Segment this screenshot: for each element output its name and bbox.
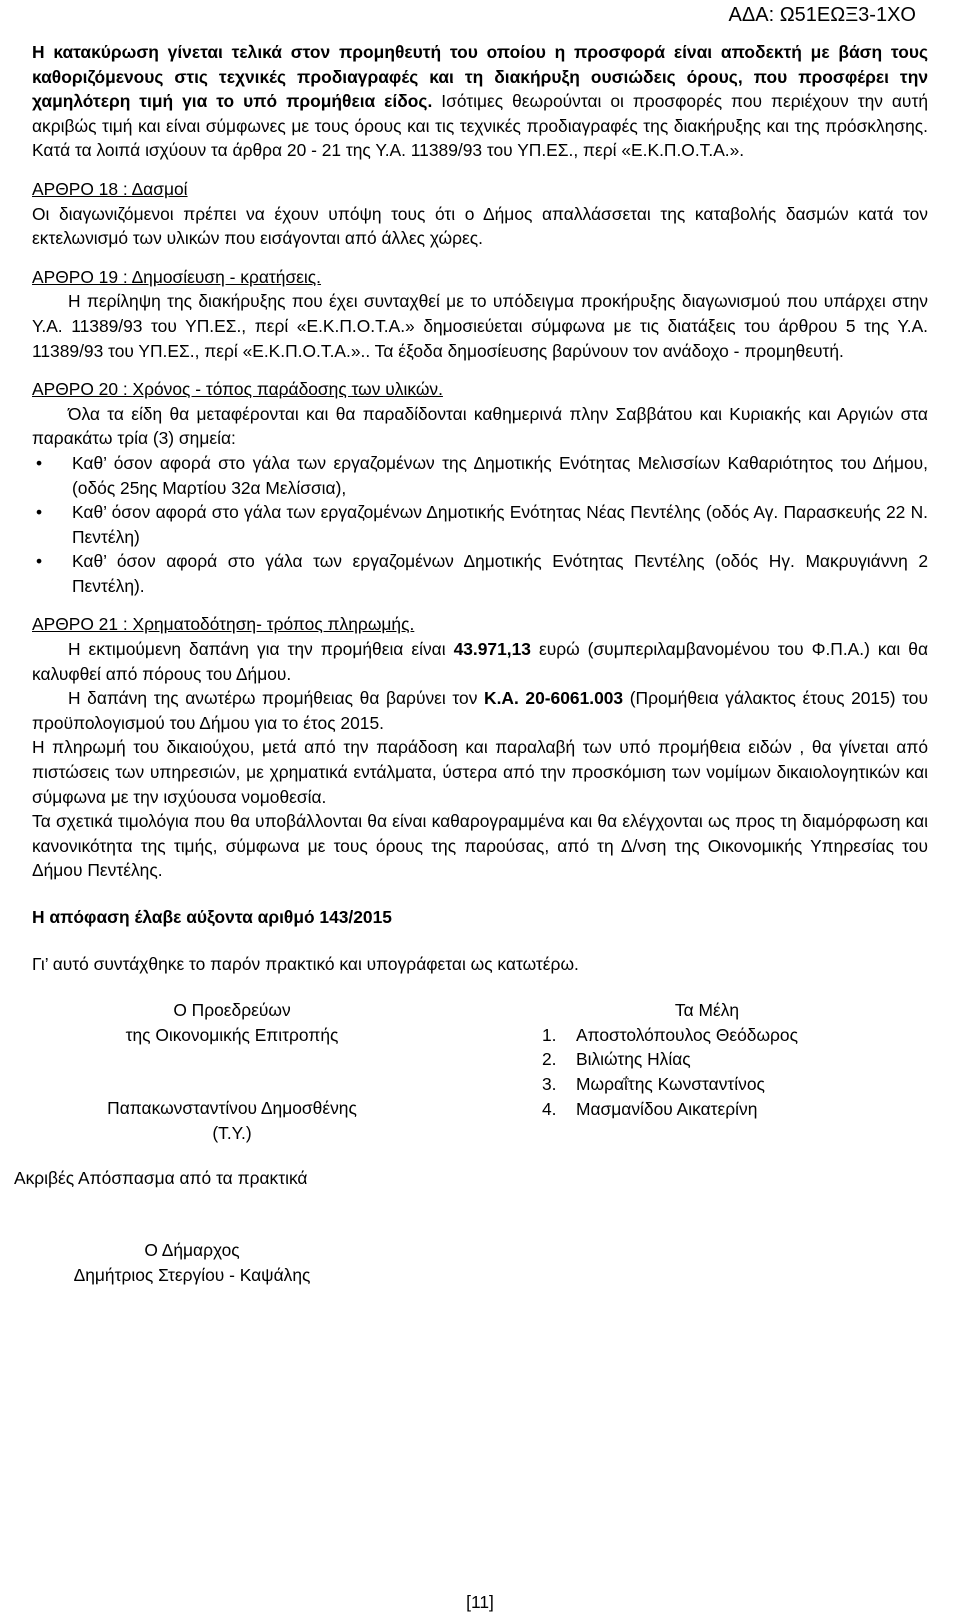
article-20-text: Όλα τα είδη θα μεταφέρονται και θα παραδίδονται καθημερινά πλην Σαββάτου και Κυριακής και Αργιών στα παρακάτω τρία (3) σημεία: [32,403,928,449]
decision-number: Η απόφαση έλαβε αύξοντα αριθμό 143/2015 [32,907,392,927]
mayor-name: Δημήτριος Στεργίου - Καψάλης [73,1264,311,1285]
president-committee: της Οικονομικής Επιτροπής [125,1024,339,1045]
president-title: Ο Προεδρεύων [173,1000,291,1021]
list-item: 4. Μασμανίδου Αικατερίνη [542,1098,758,1119]
article-20-heading: ΑΡΘΡΟ 20 : Χρόνος - τόπος παράδοσης των υλικών. [32,379,443,400]
article-18-text: Οι διαγωνιζόμενοι πρέπει να έχουν υπόψη τους ότι ο Δήμος απαλλάσσεται της καταβολής δασμών κατά τον εκτελωνισμό των υλικών που εισάγονται από άλλες χώρες. [32,203,928,249]
members-list [542,1023,872,1121]
signatures-section [14,998,928,1298]
intro-bold-text: Η κατακύρωση γίνεται τελικά στον προμηθευτή του οποίου η προσφορά είναι αποδεκτή με βάση τους καθοριζόμενους στις τεχνικές προδιαγραφές και τη διακήρυξη ουσιώδεις όρους, που προσφέρει την χαμηλότερη τιμή για το υπό προμήθεια είδος. [32,42,928,112]
closing-line: Γι’ αυτό συντάχθηκε το παρόν πρακτικό και υπογράφεται ως κατωτέρω. [32,953,579,974]
extract-note: Ακριβές Απόσπασμα από τα πρακτικά [14,1168,308,1189]
article-21-budget: Η δαπάνη της ανωτέρω προμήθειας θα βαρύνει τον Κ.Α. 20-6061.003 (Προμήθεια γάλακτος έτους 2015) του προϋπολογισμού του Δήμου για το έτος 2015. [32,688,928,733]
article-21-cost: Η εκτιμούμενη δαπάνη για την προμήθεια είναι 43.971,13 ευρώ (συμπεριλαμβανομένου του Φ.Π.Α.) και θα καλυφθεί από πόρους του Δήμου. [32,639,928,684]
president-block [32,998,432,1145]
document-body [14,40,928,1298]
president-note: (Τ.Υ.) [212,1122,252,1143]
list-item: 1. Αποστολόπουλος Θεόδωρος [542,1024,798,1045]
list-item: • Καθ’ όσον αφορά στο γάλα των εργαζομένων Δημοτικής Ενότητας Νέας Πεντέλης (οδός Αγ. Παρασκευής 22 Ν. Πεντέλη) [36,502,928,547]
article-21-heading: ΑΡΘΡΟ 21 : Χρηματοδότηση- τρόπος πληρωμής. [32,614,415,635]
intro-paragraph [32,40,928,163]
list-item: • Καθ’ όσον αφορά στο γάλα των εργαζομένων της Δημοτικής Ενότητας Μελισσίων Καθαριότητος του Δήμου, (οδός 25ης Μαρτίου 32α Μελίσσια), [36,452,928,498]
intro-normal-text: Ισότιμες θεωρούνται οι προσφορές που περιέχουν την αυτή ακριβώς τιμή και είναι σύμφωνες με τους όρους και τις τεχνικές προδιαγραφές της διακήρυξης και της πρόσκλησης. Κατά τα λοιπά ισχύουν τα άρθρα 20 - 21 της Υ.Α. 11389/93 του ΥΠ.ΕΣ., περί «Ε.Κ.Π.Ο.Τ.Α.». [32,91,928,161]
document-page [14,0,928,1623]
bullet-icon: • [36,551,43,572]
list-item: 2. Βιλιώτης Ηλίας [542,1049,691,1070]
mayor-title: Ο Δήμαρχος [144,1240,240,1261]
article-19-text: Η περίληψη της διακήρυξης που έχει συνταχθεί με το υπόδειγμα προκήρυξης διαγωνισμού που υπάρχει στην Υ.Α. 11389/93 του ΥΠ.ΕΣ., περί «Ε.Κ.Π.Ο.Τ.Α.» δημοσιεύεται σύμφωνα με τις διατάξεις του άρθρου 5 της Υ.Α. 11389/93 του ΥΠ.ΕΣ., περί «Ε.Κ.Π.Ο.Τ.Α.».. Τα έξοδα δημοσίευσης βαρύνουν τον ανάδοχο - προμηθευτή. [32,291,928,361]
article-18-heading: ΑΡΘΡΟ 18 : Δασμοί [32,178,188,199]
bullet-icon: • [36,452,43,473]
members-block [542,998,872,1121]
list-item: • Καθ’ όσον αφορά στο γάλα των εργαζομένων Δημοτικής Ενότητας Πεντέλης (οδός Ηγ. Μακρυγιάννη 2 Πεντέλη). [36,551,928,596]
list-item: 3. Μωραΐτης Κωνσταντίνος [542,1073,765,1094]
page-number: [11] [466,1592,494,1612]
members-title: Τα Μέλη [674,1000,740,1021]
article-21-invoices: Τα σχετικά τιμολόγια που θα υποβάλλονται θα είναι καθαρογραμμένα και θα ελέγχονται ως προς τη διαμόρφωση και κανονικότητα της τιμής, σύμφωνα με τους όρους της παρούσας, από τη Δ/νση της Οικονομικής Υπηρεσίας του Δήμου Πεντέλης. [32,811,928,881]
mayor-block [32,1238,352,1287]
ada-code: ΑΔΑ: Ω51ΕΩΞ3-1ΧΟ [728,4,916,26]
president-name: Παπακωνσταντίνου Δημοσθένης [107,1098,357,1119]
article-21-payment: Η πληρωμή του δικαιούχου, μετά από την παράδοση και παραλαβή των υπό προμήθεια ειδών , θα γίνεται από πιστώσεις των υπηρεσιών, με χρηματικά εντάλματα, ύστερα από την προσκόμιση των νομίμων δικαιολογητικών και σύμφωνα με την ισχύουσα νομοθεσία. [32,737,928,807]
bullet-icon: • [36,502,43,523]
delivery-points-list [32,451,928,599]
article-19-heading: ΑΡΘΡΟ 19 : Δημοσίευση - κρατήσεις. [32,266,322,287]
